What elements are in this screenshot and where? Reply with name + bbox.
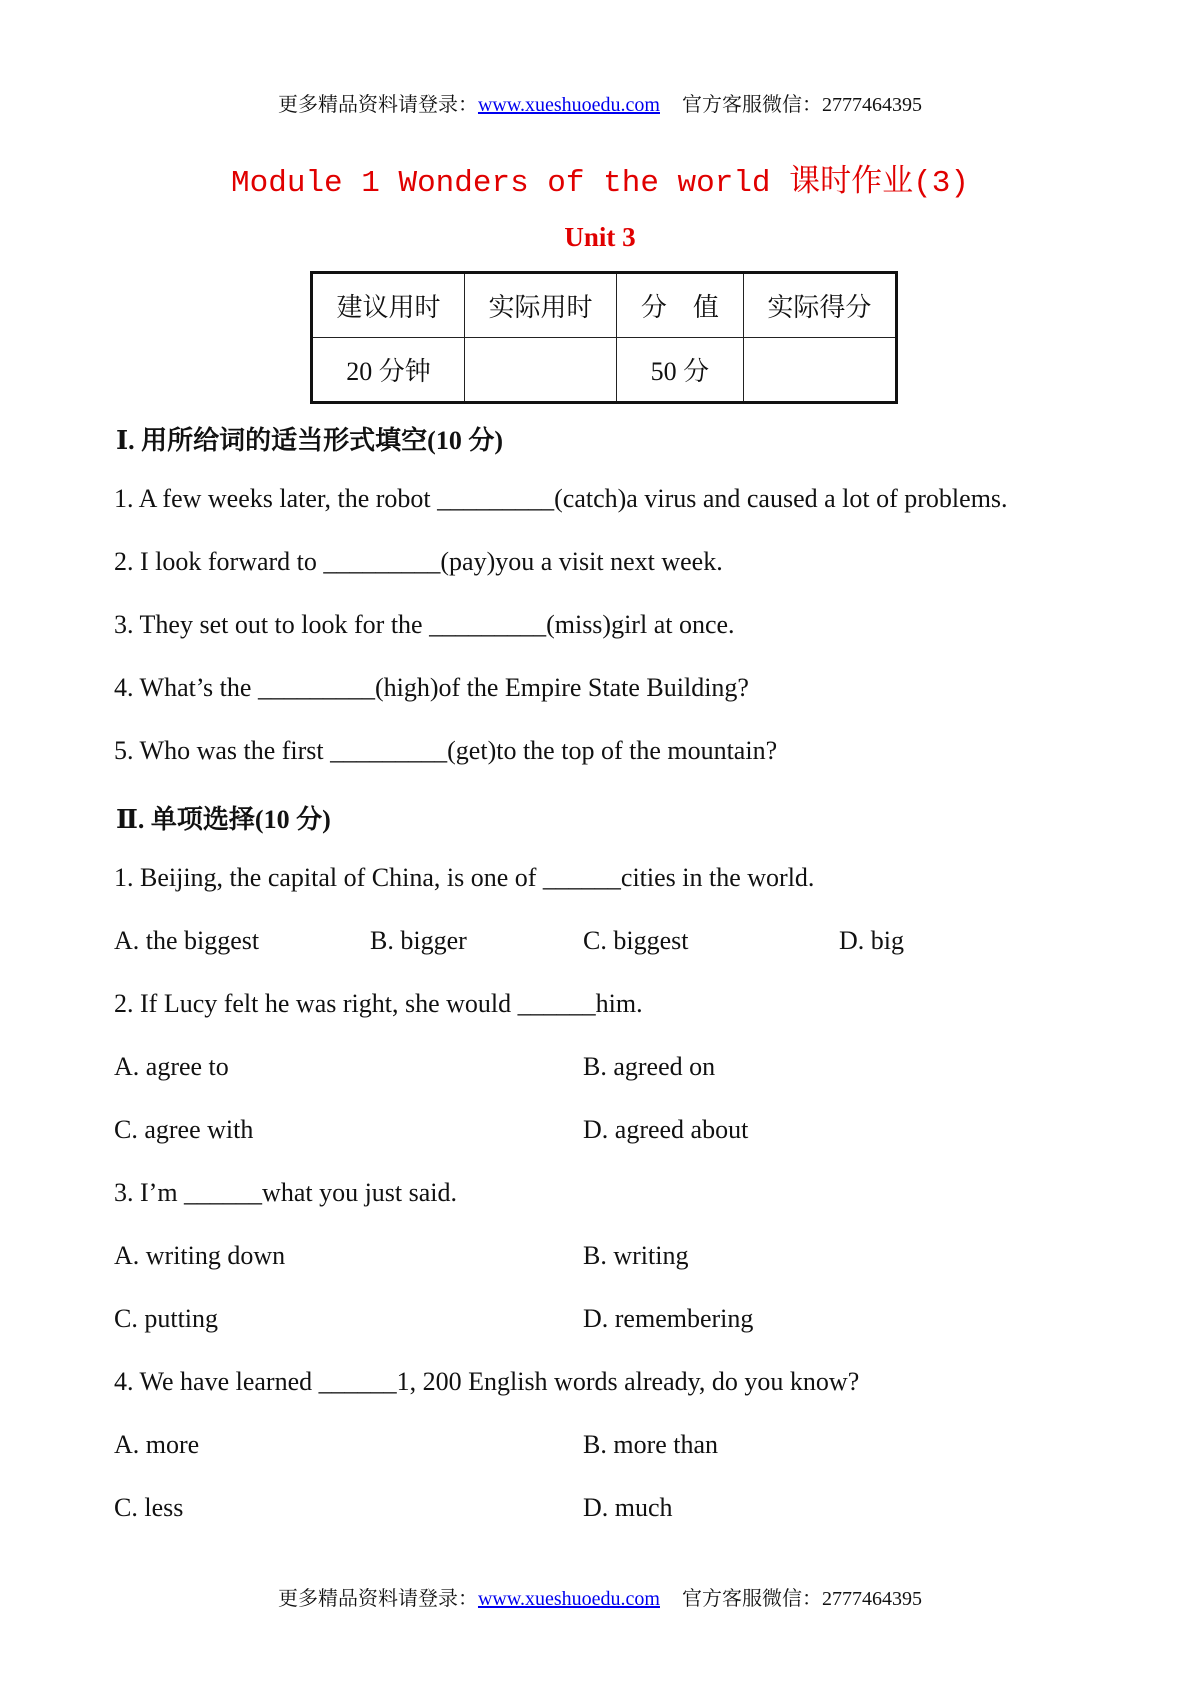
section2-title: Ⅱ. 单项选择(10 分) bbox=[116, 805, 331, 834]
page-header bbox=[0, 88, 1200, 117]
question: 2. If Lucy felt he was right, she would ______him. bbox=[114, 989, 643, 1018]
option[interactable]: A. writing down bbox=[114, 1241, 286, 1270]
table-header: 实际得分 bbox=[743, 273, 896, 338]
option[interactable]: B. more than bbox=[583, 1430, 719, 1459]
score-table bbox=[310, 271, 898, 404]
page-title: Module 1 Wonders of the world 课时作业(3) bbox=[231, 166, 969, 201]
footer-prefix: 更多精品资料请登录： bbox=[277, 1588, 478, 1610]
table-header: 分 值 bbox=[616, 273, 743, 338]
option[interactable]: B. agreed on bbox=[583, 1052, 716, 1081]
option[interactable]: B. writing bbox=[583, 1241, 689, 1270]
option[interactable]: D. big bbox=[839, 926, 904, 955]
header-link[interactable]: www.xueshuoedu.com bbox=[477, 94, 660, 116]
option[interactable]: B. bigger bbox=[370, 926, 467, 955]
option[interactable]: C. agree with bbox=[114, 1115, 254, 1144]
question: 1. Beijing, the capital of China, is one of ______cities in the world. bbox=[114, 863, 815, 892]
table-cell: 50 分 bbox=[616, 338, 743, 403]
table-header: 建议用时 bbox=[312, 273, 465, 338]
option[interactable]: D. agreed about bbox=[583, 1115, 749, 1144]
option[interactable]: A. the biggest bbox=[114, 926, 260, 955]
unit-title: Unit 3 bbox=[564, 222, 636, 252]
footer-link[interactable]: www.xueshuoedu.com bbox=[477, 1588, 660, 1610]
table-cell[interactable] bbox=[465, 338, 617, 403]
option[interactable]: C. less bbox=[114, 1493, 184, 1522]
header-service: 官方客服微信：2777464395 bbox=[682, 94, 922, 116]
option[interactable]: C. biggest bbox=[583, 926, 689, 955]
option[interactable]: A. more bbox=[114, 1430, 200, 1459]
page-footer bbox=[0, 1582, 1200, 1611]
question: 2. I look forward to _________(pay)you a visit next week. bbox=[114, 547, 723, 576]
question: 3. I’m ______what you just said. bbox=[114, 1178, 458, 1207]
option[interactable]: A. agree to bbox=[114, 1052, 229, 1081]
option[interactable]: D. much bbox=[583, 1493, 673, 1522]
question: 4. We have learned ______1, 200 English words already, do you know? bbox=[114, 1367, 860, 1396]
option[interactable]: D. remembering bbox=[583, 1304, 754, 1333]
question: 1. A few weeks later, the robot _________(catch)a virus and caused a lot of problems. bbox=[114, 484, 1008, 513]
question: 3. They set out to look for the _________(miss)girl at once. bbox=[114, 610, 735, 639]
header-prefix: 更多精品资料请登录： bbox=[277, 94, 478, 116]
table-cell[interactable] bbox=[743, 338, 896, 403]
footer-service: 官方客服微信：2777464395 bbox=[682, 1588, 922, 1610]
section1-title: Ⅰ. 用所给词的适当形式填空(10 分) bbox=[116, 426, 503, 455]
question: 4. What’s the _________(high)of the Empire State Building? bbox=[114, 673, 749, 702]
table-cell: 20 分钟 bbox=[312, 338, 465, 403]
question: 5. Who was the first _________(get)to the top of the mountain? bbox=[114, 736, 778, 765]
option[interactable]: C. putting bbox=[114, 1304, 219, 1333]
table-header: 实际用时 bbox=[465, 273, 617, 338]
